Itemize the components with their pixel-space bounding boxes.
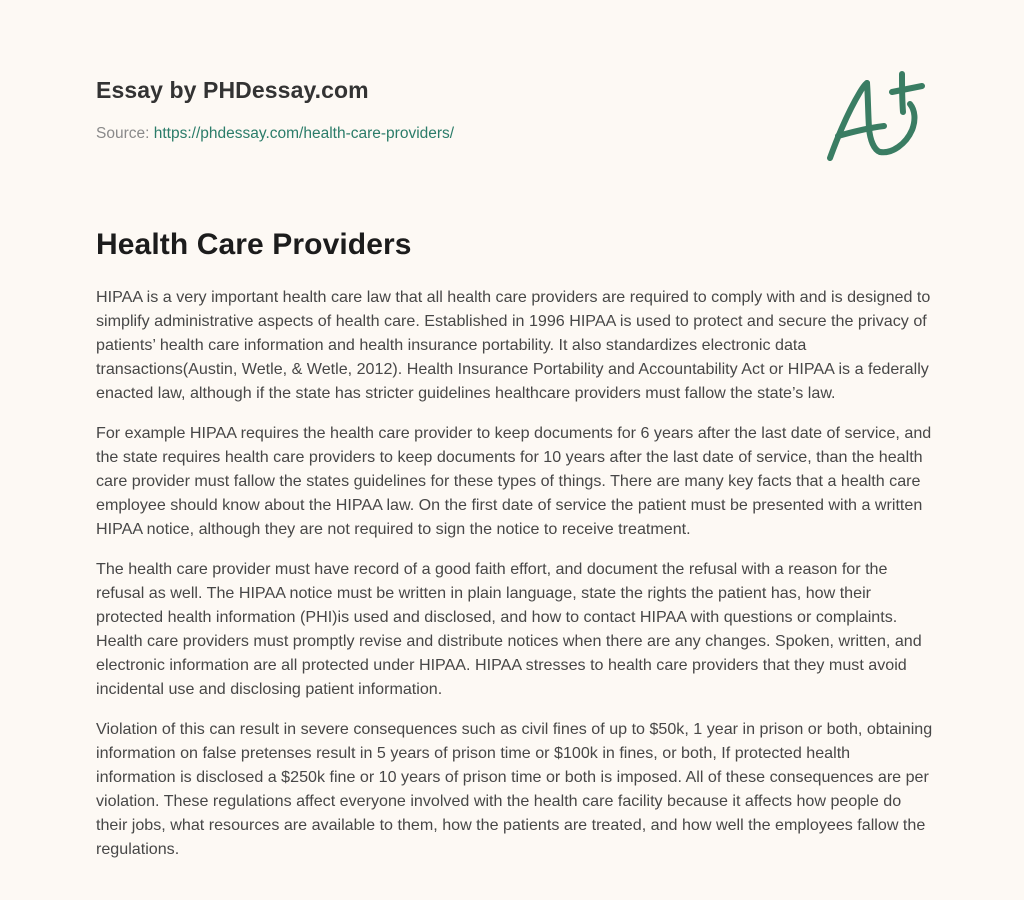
source-link[interactable]: https://phdessay.com/health-care-providers/ — [153, 125, 455, 142]
article-title: Health Care Providers — [96, 228, 412, 261]
paragraph: The health care provider must have record of a good faith effort, and document the refusal with a reason for the refusal as well. The HIPAA notice must be written in plain language, state the rights the patient has, how their protected health information (PHI)is used and disclosed, and how to contact HIPAA with questions or complaints. Health care providers must promptly revise and distribute notices when there are any changes. Spoken, written, and electronic information are all protected under HIPAA. HIPAA stresses to health care providers that they must avoid incidental use and disclosing patient information. — [96, 560, 922, 698]
paragraph: For example HIPAA requires the health care provider to keep documents for 6 years after the last date of service, and the state requires health care providers to keep documents for 10 years after the last date of service, than the health care provider must fallow the states guidelines for these types of things. There are many key facts that a health care employee should know about the HIPAA law. On the first date of service the patient must be presented with a written HIPAA notice, although they are not required to sign the notice to receive treatment. — [96, 424, 932, 538]
article-body — [96, 285, 934, 877]
source-line — [96, 124, 454, 144]
paragraph: HIPAA is a very important health care law that all health care providers are required to comply with and is designed to simplify administrative aspects of health care. Established in 1996 HIPAA is used to protect and secure the privacy of patients’ health care information and health insurance portability. It also standardizes electronic data transactions(Austin, Wetle, & Wetle, 2012). Health Insurance Portability and Accountability Act or HIPAA is a federally enacted law, although if the state has stricter guidelines healthcare providers must fallow the state’s law. — [96, 288, 931, 402]
page-header — [96, 76, 454, 144]
paragraph: Violation of this can result in severe consequences such as civil fines of up to $50k, 1 year in prison or both, obtaining information on false pretenses result in 5 years of prison time or $100k in fines, or both, If protected health information is disclosed a $250k fine or 10 years of prison time or both is imposed. All of these consequences are per violation. These regulations affect everyone involved with the health care facility because it affects how people do their jobs, what resources are available to them, how the patients are treated, and how well the employees fallow the regulations. — [96, 720, 933, 858]
a-plus-grade-icon — [822, 66, 932, 166]
source-label: Source: — [96, 125, 154, 142]
brand-title: Essay by PHDessay.com — [96, 77, 369, 103]
